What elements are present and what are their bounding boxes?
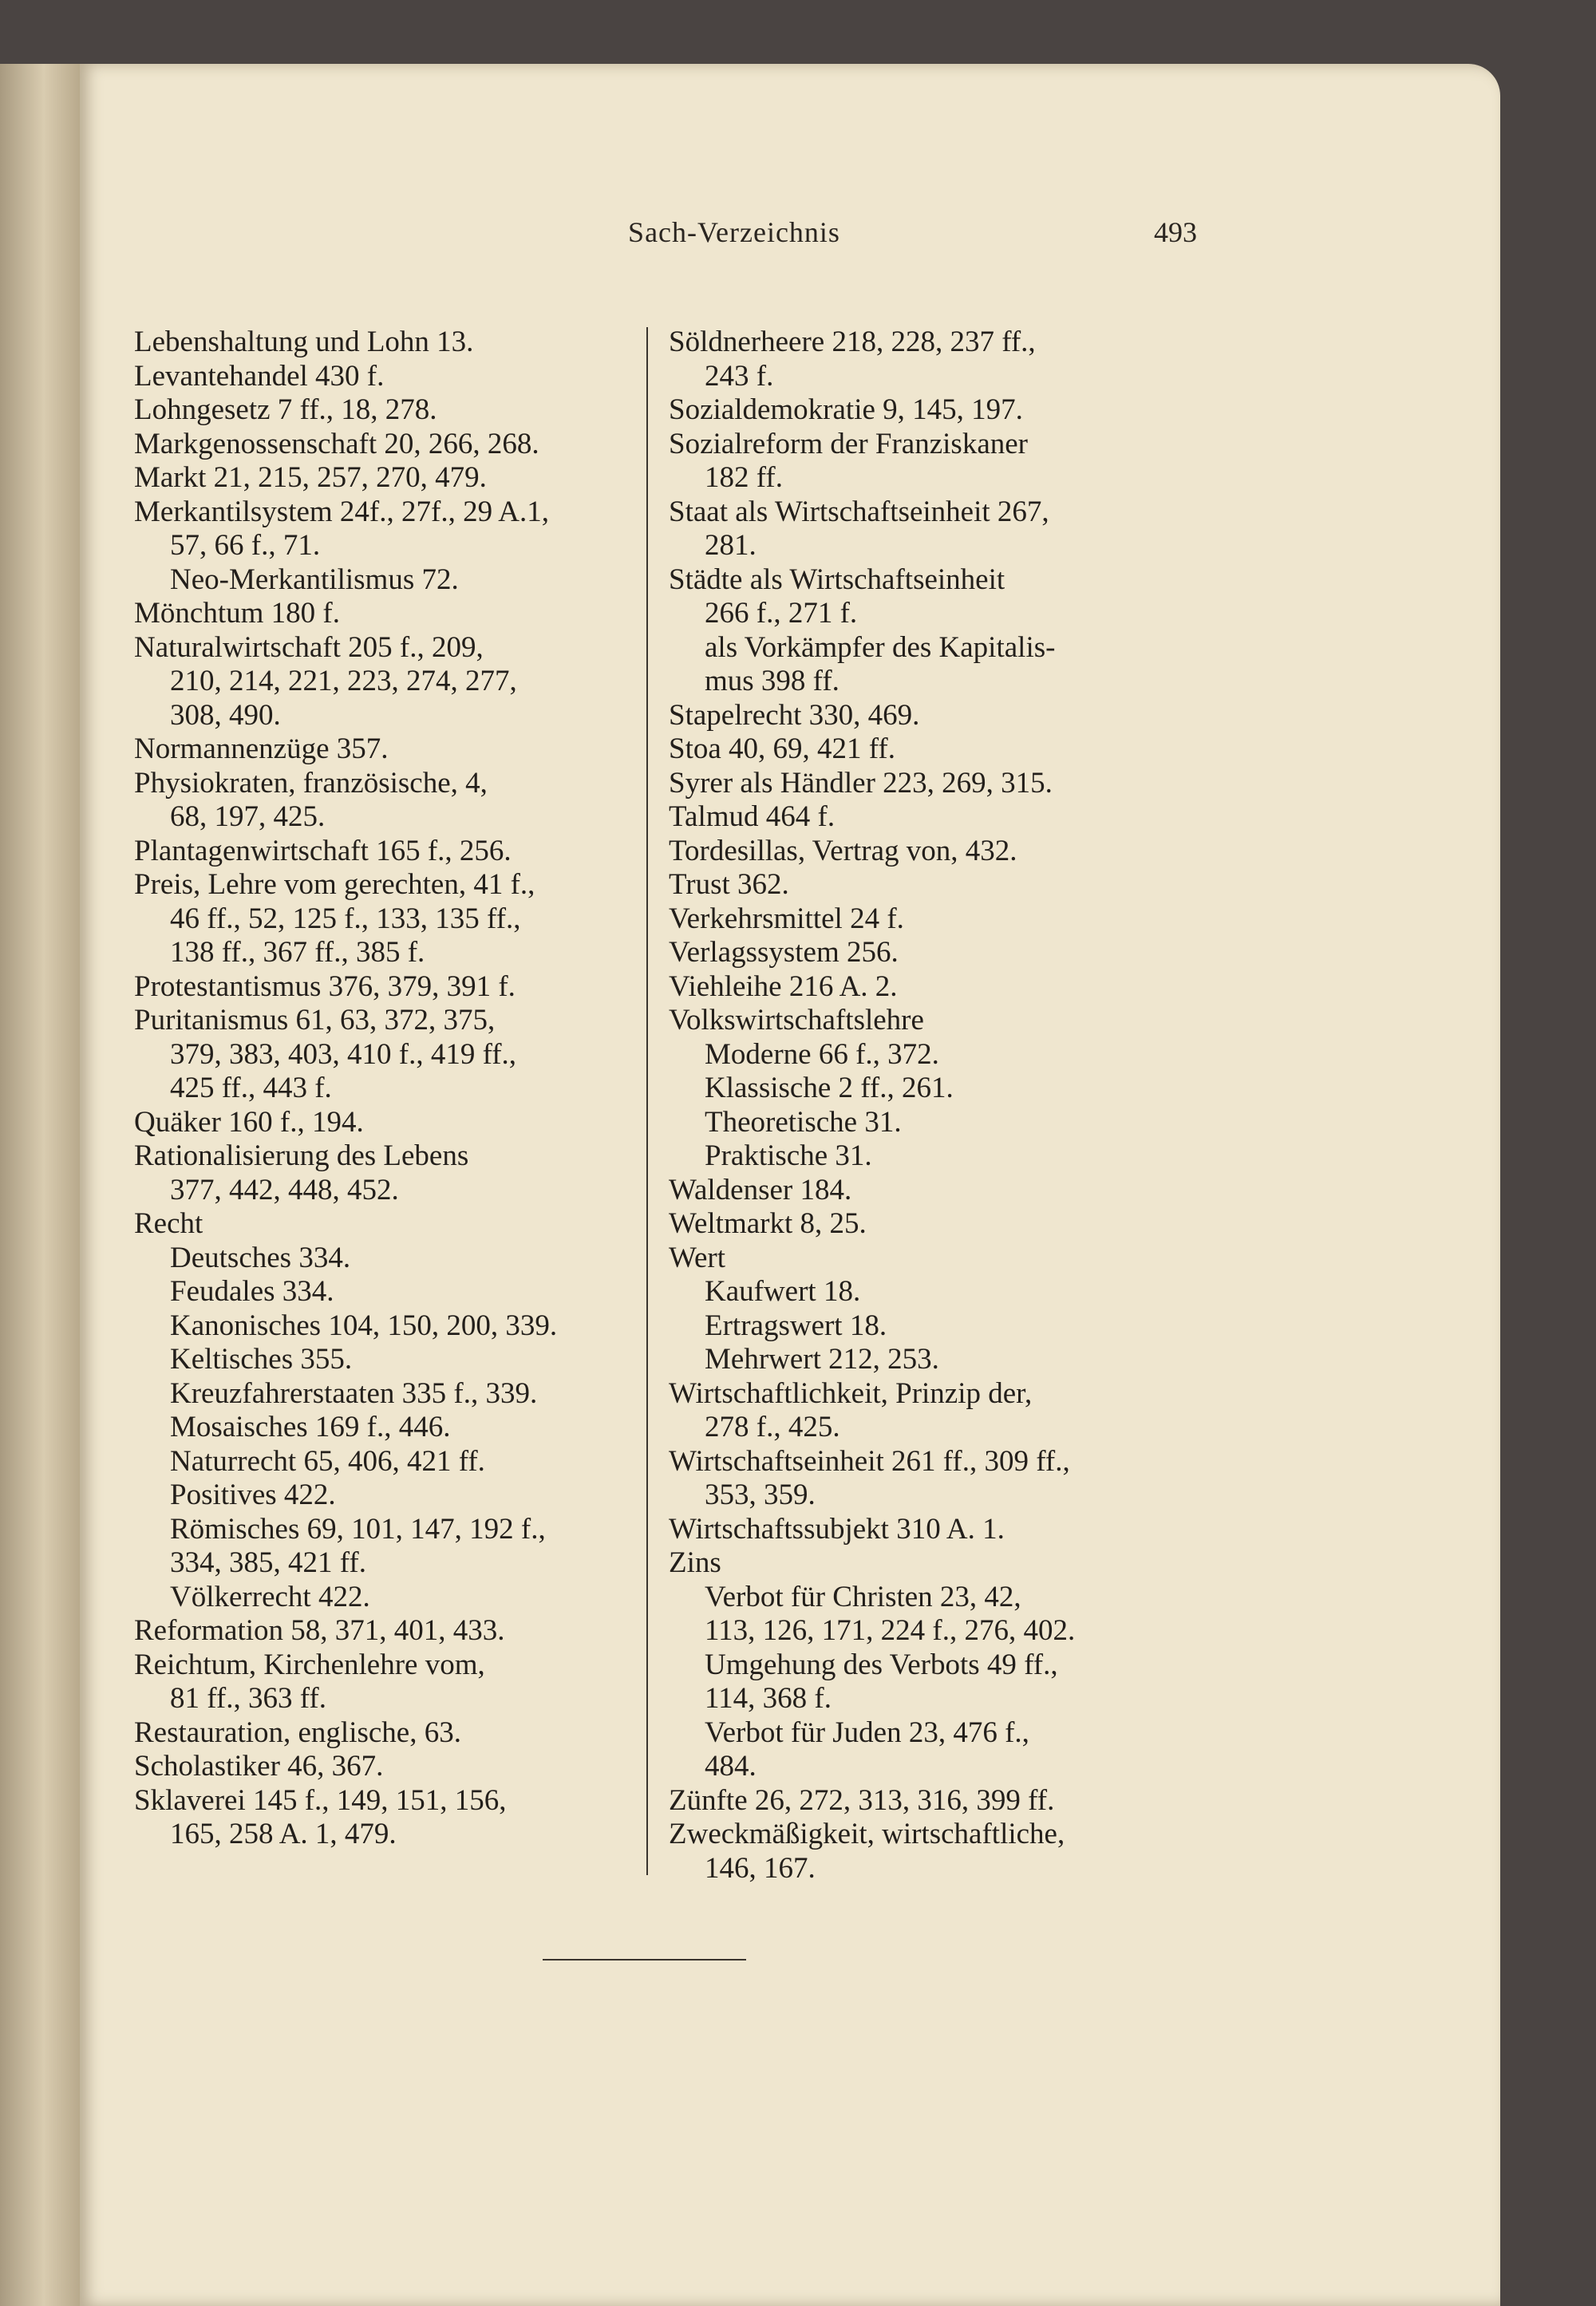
index-entry: mus 398 ff. xyxy=(705,665,839,697)
index-entry: Scholastiker 46, 367. xyxy=(134,1750,384,1783)
index-entry: Talmud 464 f. xyxy=(669,800,836,833)
index-entry: Recht xyxy=(134,1207,203,1240)
index-entry: 138 ff., 367 ff., 385 f. xyxy=(170,936,425,969)
index-entry: Mönchtum 180 f. xyxy=(134,597,340,630)
index-entry: 210, 214, 221, 223, 274, 277, xyxy=(170,665,517,697)
index-column-left xyxy=(134,326,709,1852)
index-entry: Reichtum, Kirchenlehre vom, xyxy=(134,1648,485,1681)
index-entry: Merkantilsystem 24f., 27f., 29 A.1, xyxy=(134,495,550,528)
index-entry: Positives 422. xyxy=(170,1479,336,1511)
index-entry: Wirtschaftssubjekt 310 A. 1. xyxy=(669,1512,1005,1546)
index-entry: Römisches 69, 101, 147, 192 f., xyxy=(170,1512,546,1546)
index-entry: 379, 383, 403, 410 f., 419 ff., xyxy=(170,1037,517,1071)
index-entry: Reformation 58, 371, 401, 433. xyxy=(134,1614,505,1647)
index-entry: 46 ff., 52, 125 f., 133, 135 ff., xyxy=(170,902,521,935)
index-entry: Kreuzfahrerstaaten 335 f., 339. xyxy=(170,1376,538,1410)
index-entry: 266 f., 271 f. xyxy=(705,597,858,630)
index-entry: 113, 126, 171, 224 f., 276, 402. xyxy=(705,1614,1076,1647)
index-entry: Tordesillas, Vertrag von, 432. xyxy=(669,834,1017,867)
index-entry: Lebenshaltung und Lohn 13. xyxy=(134,326,474,358)
index-entry: Sozialreform der Franziskaner xyxy=(669,427,1028,460)
index-entry: Staat als Wirtschaftseinheit 267, xyxy=(669,495,1049,528)
index-entry: Naturrecht 65, 406, 421 ff. xyxy=(170,1444,485,1478)
index-entry: 146, 167. xyxy=(705,1851,816,1885)
index-entry: Theoretische 31. xyxy=(705,1105,902,1139)
index-entry: Markgenossenschaft 20, 266, 268. xyxy=(134,427,539,460)
index-entry: 425 ff., 443 f. xyxy=(170,1072,332,1104)
index-entry: Viehleihe 216 A. 2. xyxy=(669,969,898,1003)
index-entry: Sozialdemokratie 9, 145, 197. xyxy=(669,393,1023,426)
index-entry: Zins xyxy=(669,1546,721,1579)
index-entry: Kaufwert 18. xyxy=(705,1275,861,1308)
index-entry: 182 ff. xyxy=(705,461,783,494)
index-entry: Völkerrecht 422. xyxy=(170,1580,370,1613)
index-entry: 68, 197, 425. xyxy=(170,800,326,833)
index-entry: Zünfte 26, 272, 313, 316, 399 ff. xyxy=(669,1783,1055,1817)
index-entry: Restauration, englische, 63. xyxy=(134,1716,461,1749)
index-entry: Rationalisierung des Lebens xyxy=(134,1139,469,1172)
index-entry: Wirtschaftseinheit 261 ff., 309 ff., xyxy=(669,1444,1070,1478)
index-entry: Syrer als Händler 223, 269, 315. xyxy=(669,766,1053,800)
index-entry: 377, 442, 448, 452. xyxy=(170,1173,399,1206)
left-page-edge xyxy=(0,64,80,2306)
index-entry: Mosaisches 169 f., 446. xyxy=(170,1411,451,1443)
index-entry: 165, 258 A. 1, 479. xyxy=(170,1818,397,1850)
index-entry: 243 f. xyxy=(705,359,774,393)
index-entry: Städte als Wirtschaftseinheit xyxy=(669,563,1005,596)
page-number: 493 xyxy=(1154,216,1197,248)
index-entry: 81 ff., 363 ff. xyxy=(170,1682,326,1715)
index-entry: 484. xyxy=(705,1750,757,1783)
index-entry: Volkswirtschaftslehre xyxy=(669,1004,924,1037)
index-entry: Stoa 40, 69, 421 ff. xyxy=(669,732,896,765)
index-entry: Levantehandel 430 f. xyxy=(134,359,385,393)
index-entry: Stapelrecht 330, 469. xyxy=(669,698,920,732)
index-entry: 281. xyxy=(705,529,757,562)
index-entry: Protestantismus 376, 379, 391 f. xyxy=(134,969,516,1003)
index-entry: Plantagenwirtschaft 165 f., 256. xyxy=(134,834,512,867)
index-entry: 308, 490. xyxy=(170,698,281,732)
end-rule xyxy=(543,1959,746,1960)
index-entry: Mehrwert 212, 253. xyxy=(705,1343,939,1376)
index-entry: als Vorkämpfer des Kapitalis- xyxy=(705,630,1056,664)
index-entry: Verkehrsmittel 24 f. xyxy=(669,902,904,935)
index-column-right xyxy=(669,326,1243,1885)
column-divider xyxy=(646,327,648,1875)
index-entry: Preis, Lehre vom gerechten, 41 f., xyxy=(134,868,535,901)
index-entry: 334, 385, 421 ff. xyxy=(170,1546,366,1579)
index-entry: Verbot für Christen 23, 42, xyxy=(705,1580,1021,1613)
index-entry: Feudales 334. xyxy=(170,1275,334,1308)
index-entry: Neo-Merkantilismus 72. xyxy=(170,563,459,596)
index-entry: Physiokraten, französische, 4, xyxy=(134,766,488,800)
index-entry: Umgehung des Verbots 49 ff., xyxy=(705,1648,1058,1681)
index-entry: Ertragswert 18. xyxy=(705,1309,887,1342)
index-entry: Normannenzüge 357. xyxy=(134,732,389,765)
index-entry: Quäker 160 f., 194. xyxy=(134,1105,364,1139)
index-entry: Söldnerheere 218, 228, 237 ff., xyxy=(669,326,1036,358)
index-entry: Deutsches 334. xyxy=(170,1241,351,1274)
index-entry: Markt 21, 215, 257, 270, 479. xyxy=(134,461,487,494)
index-entry: Trust 362. xyxy=(669,868,789,901)
index-entry: Verlagssystem 256. xyxy=(669,936,899,969)
index-entry: Sklaverei 145 f., 149, 151, 156, xyxy=(134,1783,507,1817)
index-entry: Zweckmäßigkeit, wirtschaftliche, xyxy=(669,1818,1065,1850)
index-entry: Waldenser 184. xyxy=(669,1173,852,1206)
index-entry: 114, 368 f. xyxy=(705,1682,832,1715)
index-entry: 57, 66 f., 71. xyxy=(170,529,321,562)
index-entry: Weltmarkt 8, 25. xyxy=(669,1207,867,1240)
index-entry: Kanonisches 104, 150, 200, 339. xyxy=(170,1309,558,1342)
index-entry: Klassische 2 ff., 261. xyxy=(705,1072,954,1104)
index-entry: Wirtschaftlichkeit, Prinzip der, xyxy=(669,1376,1033,1410)
index-entry: Moderne 66 f., 372. xyxy=(705,1037,939,1071)
index-entry: Verbot für Juden 23, 476 f., xyxy=(705,1716,1029,1749)
index-entry: Puritanismus 61, 63, 372, 375, xyxy=(134,1004,496,1037)
index-entry: Praktische 31. xyxy=(705,1139,872,1172)
index-entry: Keltisches 355. xyxy=(170,1343,353,1376)
index-entry: 278 f., 425. xyxy=(705,1411,840,1443)
index-entry: Wert xyxy=(669,1241,725,1274)
index-entry: Naturalwirtschaft 205 f., 209, xyxy=(134,630,484,664)
index-entry: Lohngesetz 7 ff., 18, 278. xyxy=(134,393,437,426)
running-title: Sach-Verzeichnis xyxy=(628,216,840,248)
index-entry: 353, 359. xyxy=(705,1479,816,1511)
